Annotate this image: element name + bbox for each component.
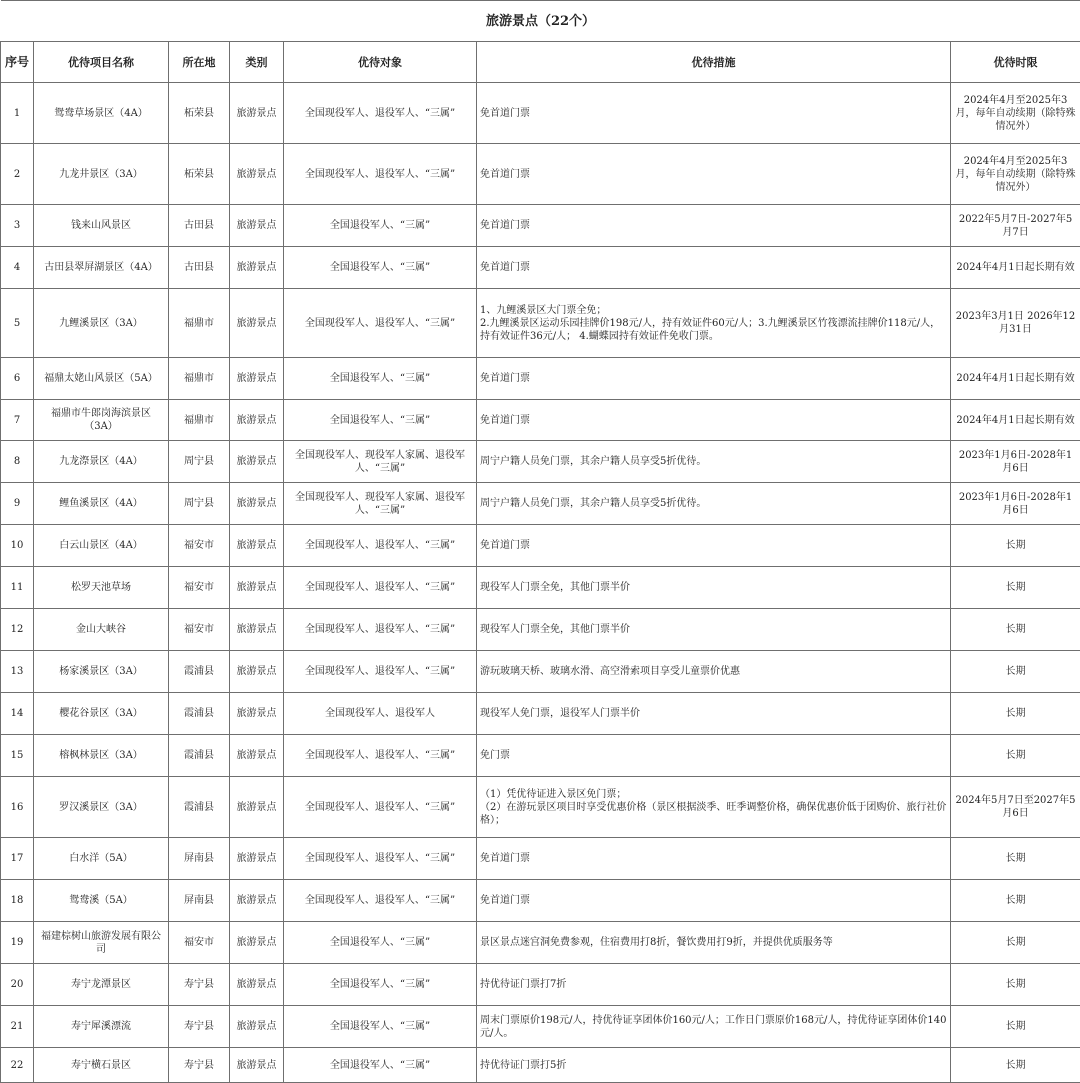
cell-measures: （1）凭优待证进入景区免门票； （2）在游玩景区项目时享受优惠价格（景区根据淡季、旺季调整价格，确保优惠价低于团购价、旅行社价格）； xyxy=(477,777,951,838)
cell-category: 旅游景点 xyxy=(230,838,284,880)
table-row xyxy=(1,483,1080,525)
cell-measures: 游玩玻璃天桥、玻璃水滑、高空滑索项目享受儿童票价优惠 xyxy=(477,651,951,693)
table-row xyxy=(1,651,1080,693)
cell-measures: 持优待证门票打7折 xyxy=(477,964,951,1006)
cell-period: 2024年4月1日起长期有效 xyxy=(951,400,1080,441)
table-row xyxy=(1,400,1080,441)
cell-target: 全国退役军人、“三属” xyxy=(284,205,477,247)
header-category: 类别 xyxy=(230,42,284,83)
cell-measures: 持优待证门票打5折 xyxy=(477,1048,951,1083)
cell-index: 17 xyxy=(1,838,34,880)
cell-measures: 周宁户籍人员免门票，其余户籍人员享受5折优待。 xyxy=(477,441,951,483)
cell-target: 全国退役军人、“三属” xyxy=(284,922,477,964)
title-row xyxy=(1,1,1080,42)
cell-target: 全国退役军人、“三属” xyxy=(284,1006,477,1048)
cell-target: 全国现役军人、退役军人、“三属” xyxy=(284,144,477,205)
cell-measures: 现役军人门票全免，其他门票半价 xyxy=(477,567,951,609)
cell-index: 9 xyxy=(1,483,34,525)
cell-index: 21 xyxy=(1,1006,34,1048)
cell-location: 寿宁县 xyxy=(169,964,230,1006)
cell-index: 14 xyxy=(1,693,34,735)
cell-measures: 免首道门票 xyxy=(477,880,951,922)
cell-name: 古田县翠屏湖景区（4A） xyxy=(34,247,169,289)
table-row xyxy=(1,964,1080,1006)
cell-measures: 免首道门票 xyxy=(477,205,951,247)
cell-period: 2024年4月至2025年3月，每年自动续期（除特殊情况外） xyxy=(951,144,1080,205)
cell-index: 16 xyxy=(1,777,34,838)
cell-category: 旅游景点 xyxy=(230,693,284,735)
table-row xyxy=(1,922,1080,964)
cell-period: 长期 xyxy=(951,525,1080,567)
header-name: 优待项目名称 xyxy=(34,42,169,83)
cell-target: 全国现役军人、退役军人、“三属” xyxy=(284,838,477,880)
cell-period: 长期 xyxy=(951,651,1080,693)
cell-index: 18 xyxy=(1,880,34,922)
cell-index: 1 xyxy=(1,83,34,144)
cell-name: 榕枫林景区（3A） xyxy=(34,735,169,777)
cell-index: 13 xyxy=(1,651,34,693)
cell-period: 2024年4月1日起长期有效 xyxy=(951,247,1080,289)
cell-location: 周宁县 xyxy=(169,441,230,483)
table-row xyxy=(1,289,1080,358)
cell-name: 杨家溪景区（3A） xyxy=(34,651,169,693)
cell-name: 钱来山风景区 xyxy=(34,205,169,247)
cell-name: 松罗天池草场 xyxy=(34,567,169,609)
cell-location: 古田县 xyxy=(169,247,230,289)
header-period: 优待时限 xyxy=(951,42,1080,83)
cell-target: 全国现役军人、退役军人、“三属” xyxy=(284,525,477,567)
cell-measures: 免首道门票 xyxy=(477,838,951,880)
table-row xyxy=(1,693,1080,735)
cell-category: 旅游景点 xyxy=(230,880,284,922)
cell-category: 旅游景点 xyxy=(230,1048,284,1083)
cell-target: 全国现役军人、现役军人家属、退役军人、“三属” xyxy=(284,483,477,525)
header-location: 所在地 xyxy=(169,42,230,83)
cell-location: 福鼎市 xyxy=(169,400,230,441)
cell-name: 九龙井景区（3A） xyxy=(34,144,169,205)
cell-period: 长期 xyxy=(951,567,1080,609)
cell-period: 长期 xyxy=(951,1006,1080,1048)
cell-category: 旅游景点 xyxy=(230,483,284,525)
cell-name: 寿宁犀溪漂流 xyxy=(34,1006,169,1048)
cell-period: 长期 xyxy=(951,964,1080,1006)
cell-measures: 免首道门票 xyxy=(477,144,951,205)
header-row xyxy=(1,42,1080,83)
cell-name: 寿宁横石景区 xyxy=(34,1048,169,1083)
cell-category: 旅游景点 xyxy=(230,964,284,1006)
cell-category: 旅游景点 xyxy=(230,441,284,483)
header-target: 优待对象 xyxy=(284,42,477,83)
cell-location: 周宁县 xyxy=(169,483,230,525)
cell-target: 全国现役军人、退役军人、“三属” xyxy=(284,735,477,777)
cell-index: 7 xyxy=(1,400,34,441)
cell-category: 旅游景点 xyxy=(230,247,284,289)
table-row xyxy=(1,525,1080,567)
cell-category: 旅游景点 xyxy=(230,525,284,567)
cell-target: 全国退役军人、“三属” xyxy=(284,358,477,400)
table-row xyxy=(1,205,1080,247)
cell-index: 20 xyxy=(1,964,34,1006)
cell-location: 屏南县 xyxy=(169,838,230,880)
cell-location: 霞浦县 xyxy=(169,693,230,735)
table-row xyxy=(1,609,1080,651)
cell-location: 霞浦县 xyxy=(169,651,230,693)
cell-name: 罗汉溪景区（3A） xyxy=(34,777,169,838)
table-title: 旅游景点（22个） xyxy=(1,1,1080,42)
cell-index: 12 xyxy=(1,609,34,651)
cell-category: 旅游景点 xyxy=(230,1006,284,1048)
cell-period: 2023年3月1日 2026年12月31日 xyxy=(951,289,1080,358)
cell-location: 屏南县 xyxy=(169,880,230,922)
cell-category: 旅游景点 xyxy=(230,922,284,964)
cell-category: 旅游景点 xyxy=(230,567,284,609)
cell-period: 长期 xyxy=(951,1048,1080,1083)
cell-category: 旅游景点 xyxy=(230,358,284,400)
cell-index: 4 xyxy=(1,247,34,289)
cell-period: 长期 xyxy=(951,922,1080,964)
cell-measures: 现役军人免门票，退役军人门票半价 xyxy=(477,693,951,735)
cell-name: 九鲤溪景区（3A） xyxy=(34,289,169,358)
cell-name: 白水洋（5A） xyxy=(34,838,169,880)
cell-index: 11 xyxy=(1,567,34,609)
cell-period: 2023年1月6日-2028年1月6日 xyxy=(951,441,1080,483)
table-row xyxy=(1,247,1080,289)
cell-category: 旅游景点 xyxy=(230,205,284,247)
cell-location: 福安市 xyxy=(169,609,230,651)
cell-index: 19 xyxy=(1,922,34,964)
cell-target: 全国退役军人、“三属” xyxy=(284,400,477,441)
cell-location: 福鼎市 xyxy=(169,358,230,400)
header-measures: 优待措施 xyxy=(477,42,951,83)
cell-name: 福建棕树山旅游发展有限公司 xyxy=(34,922,169,964)
cell-location: 柘荣县 xyxy=(169,144,230,205)
cell-period: 2022年5月7日-2027年5月7日 xyxy=(951,205,1080,247)
cell-measures: 景区景点迷宫洞免费参观，住宿费用打8折，餐饮费用打9折，并提供优质服务等 xyxy=(477,922,951,964)
cell-target: 全国现役军人、退役军人、“三属” xyxy=(284,567,477,609)
cell-measures: 周宁户籍人员免门票，其余户籍人员享受5折优待。 xyxy=(477,483,951,525)
cell-target: 全国退役军人、“三属” xyxy=(284,1048,477,1083)
cell-measures: 免首道门票 xyxy=(477,400,951,441)
cell-target: 全国现役军人、退役军人、“三属” xyxy=(284,609,477,651)
cell-target: 全国退役军人、“三属” xyxy=(284,964,477,1006)
cell-target: 全国退役军人、“三属” xyxy=(284,247,477,289)
table-row xyxy=(1,567,1080,609)
cell-period: 长期 xyxy=(951,693,1080,735)
cell-category: 旅游景点 xyxy=(230,83,284,144)
cell-name: 寿宁龙潭景区 xyxy=(34,964,169,1006)
cell-category: 旅游景点 xyxy=(230,289,284,358)
cell-period: 长期 xyxy=(951,735,1080,777)
cell-location: 福鼎市 xyxy=(169,289,230,358)
cell-name: 樱花谷景区（3A） xyxy=(34,693,169,735)
cell-category: 旅游景点 xyxy=(230,400,284,441)
cell-target: 全国现役军人、退役军人、“三属” xyxy=(284,880,477,922)
cell-period: 长期 xyxy=(951,880,1080,922)
cell-category: 旅游景点 xyxy=(230,144,284,205)
cell-name: 白云山景区（4A） xyxy=(34,525,169,567)
table-row xyxy=(1,880,1080,922)
cell-location: 寿宁县 xyxy=(169,1006,230,1048)
cell-measures: 免首道门票 xyxy=(477,83,951,144)
cell-measures: 1、九鲤溪景区大门票全免； 2.九鲤溪景区运动乐园挂牌价198元/人，持有效证件60元/人；3.九鲤溪景区竹筏漂流挂牌价118元/人，持有效证件36元/人； 4.蝴蝶园持有效证件免收门票。 xyxy=(477,289,951,358)
cell-target: 全国现役军人、退役军人、“三属” xyxy=(284,289,477,358)
cell-name: 九龙漈景区（4A） xyxy=(34,441,169,483)
cell-target: 全国现役军人、退役军人 xyxy=(284,693,477,735)
cell-location: 福安市 xyxy=(169,922,230,964)
cell-index: 10 xyxy=(1,525,34,567)
cell-location: 寿宁县 xyxy=(169,1048,230,1083)
table-row xyxy=(1,735,1080,777)
cell-measures: 免首道门票 xyxy=(477,358,951,400)
cell-measures: 免门票 xyxy=(477,735,951,777)
cell-target: 全国现役军人、退役军人、“三属” xyxy=(284,651,477,693)
table-row xyxy=(1,1006,1080,1048)
cell-name: 鲤鱼溪景区（4A） xyxy=(34,483,169,525)
cell-period: 2024年4月1日起长期有效 xyxy=(951,358,1080,400)
header-index: 序号 xyxy=(1,42,34,83)
table-row xyxy=(1,441,1080,483)
cell-index: 22 xyxy=(1,1048,34,1083)
cell-measures: 免首道门票 xyxy=(477,247,951,289)
cell-location: 福安市 xyxy=(169,525,230,567)
cell-index: 8 xyxy=(1,441,34,483)
cell-target: 全国现役军人、退役军人、“三属” xyxy=(284,83,477,144)
cell-measures: 免首道门票 xyxy=(477,525,951,567)
table-row xyxy=(1,358,1080,400)
cell-location: 福安市 xyxy=(169,567,230,609)
cell-category: 旅游景点 xyxy=(230,735,284,777)
table-row xyxy=(1,144,1080,205)
cell-period: 2024年4月至2025年3月，每年自动续期（除特殊情况外） xyxy=(951,83,1080,144)
cell-location: 古田县 xyxy=(169,205,230,247)
cell-location: 柘荣县 xyxy=(169,83,230,144)
cell-category: 旅游景点 xyxy=(230,777,284,838)
cell-period: 2023年1月6日-2028年1月6日 xyxy=(951,483,1080,525)
table-row xyxy=(1,83,1080,144)
cell-name: 金山大峡谷 xyxy=(34,609,169,651)
cell-measures: 现役军人门票全免，其他门票半价 xyxy=(477,609,951,651)
cell-name: 鸳鸯草场景区（4A） xyxy=(34,83,169,144)
table-row xyxy=(1,777,1080,838)
cell-target: 全国现役军人、现役军人家属、退役军人、“三属” xyxy=(284,441,477,483)
cell-location: 霞浦县 xyxy=(169,735,230,777)
cell-category: 旅游景点 xyxy=(230,609,284,651)
table-row xyxy=(1,838,1080,880)
cell-index: 6 xyxy=(1,358,34,400)
cell-index: 15 xyxy=(1,735,34,777)
cell-location: 霞浦县 xyxy=(169,777,230,838)
cell-index: 2 xyxy=(1,144,34,205)
cell-name: 鸳鸯溪（5A） xyxy=(34,880,169,922)
cell-name: 福鼎太姥山风景区（5A） xyxy=(34,358,169,400)
cell-period: 长期 xyxy=(951,838,1080,880)
cell-category: 旅游景点 xyxy=(230,651,284,693)
cell-index: 5 xyxy=(1,289,34,358)
cell-period: 2024年5月7日至2027年5月6日 xyxy=(951,777,1080,838)
cell-target: 全国现役军人、退役军人、“三属” xyxy=(284,777,477,838)
table-row xyxy=(1,1048,1080,1083)
cell-name: 福鼎市牛郎岗海滨景区（3A） xyxy=(34,400,169,441)
cell-period: 长期 xyxy=(951,609,1080,651)
cell-measures: 周末门票原价198元/人，持优待证享团体价160元/人；工作日门票原价168元/人，持优待证享团体价140元/人。 xyxy=(477,1006,951,1048)
cell-index: 3 xyxy=(1,205,34,247)
